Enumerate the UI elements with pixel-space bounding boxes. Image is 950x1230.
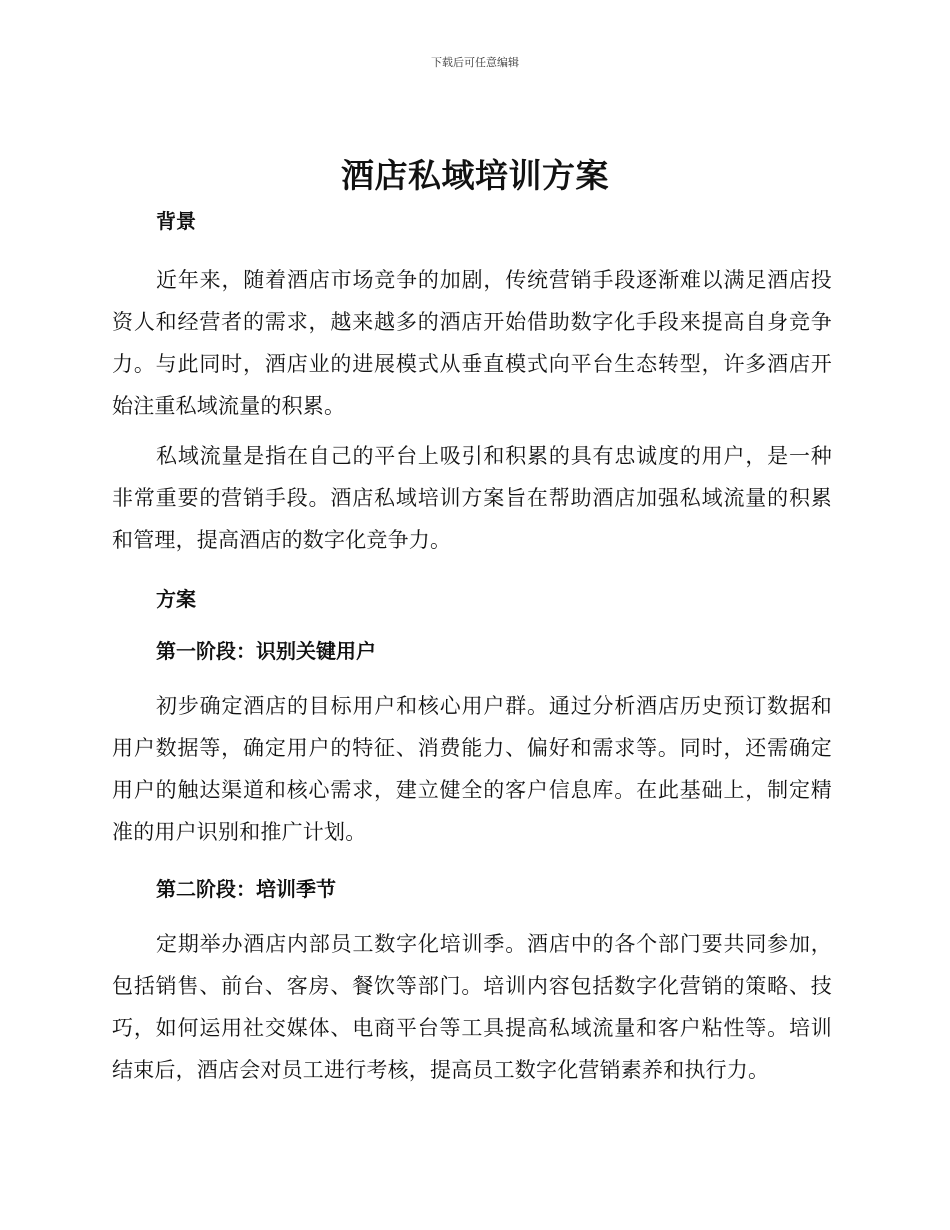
section-heading-stage1: 第一阶段：识别关键用户: [156, 639, 376, 663]
header-note: 下载后可任意编辑: [431, 56, 519, 69]
paragraph-stage2: 定期举办酒店内部员工数字化培训季。酒店中的各个部门要共同参加，包括销售、前台、客房、餐饮等部门。培训内容包括数字化营销的策略、技巧，如何运用社交媒体、电商平台等工具提高私域流量和客户粘性等。培训结束后，酒店会对员工进行考核，提高员工数字化营销素养和执行力。: [112, 932, 832, 1082]
document-title: 酒店私域培训方案: [341, 156, 609, 195]
document-body: [112, 205, 832, 1091]
section-heading-background: 背景: [156, 209, 196, 233]
paragraph-background-2: 私域流量是指在自己的平台上吸引和积累的具有忠诚度的用户，是一种非常重要的营销手段。酒店私域培训方案旨在帮助酒店加强私域流量的积累和管理，提高酒店的数字化竞争力。: [112, 444, 832, 552]
section-heading-plan: 方案: [156, 587, 196, 611]
section-heading-stage2: 第二阶段：培训季节: [156, 877, 336, 901]
paragraph-stage1: 初步确定酒店的目标用户和核心用户群。通过分析酒店历史预订数据和用户数据等，确定用户的特征、消费能力、偏好和需求等。同时，还需确定用户的触达渠道和核心需求，建立健全的客户信息库。在此基础上，制定精准的用户识别和推广计划。: [112, 694, 832, 844]
paragraph-background-1: 近年来，随着酒店市场竞争的加剧，传统营销手段逐渐难以满足酒店投资人和经营者的需求，越来越多的酒店开始借助数字化手段来提高自身竞争力。与此同时，酒店业的进展模式从垂直模式向平台生态转型，许多酒店开始注重私域流量的积累。: [112, 268, 832, 418]
